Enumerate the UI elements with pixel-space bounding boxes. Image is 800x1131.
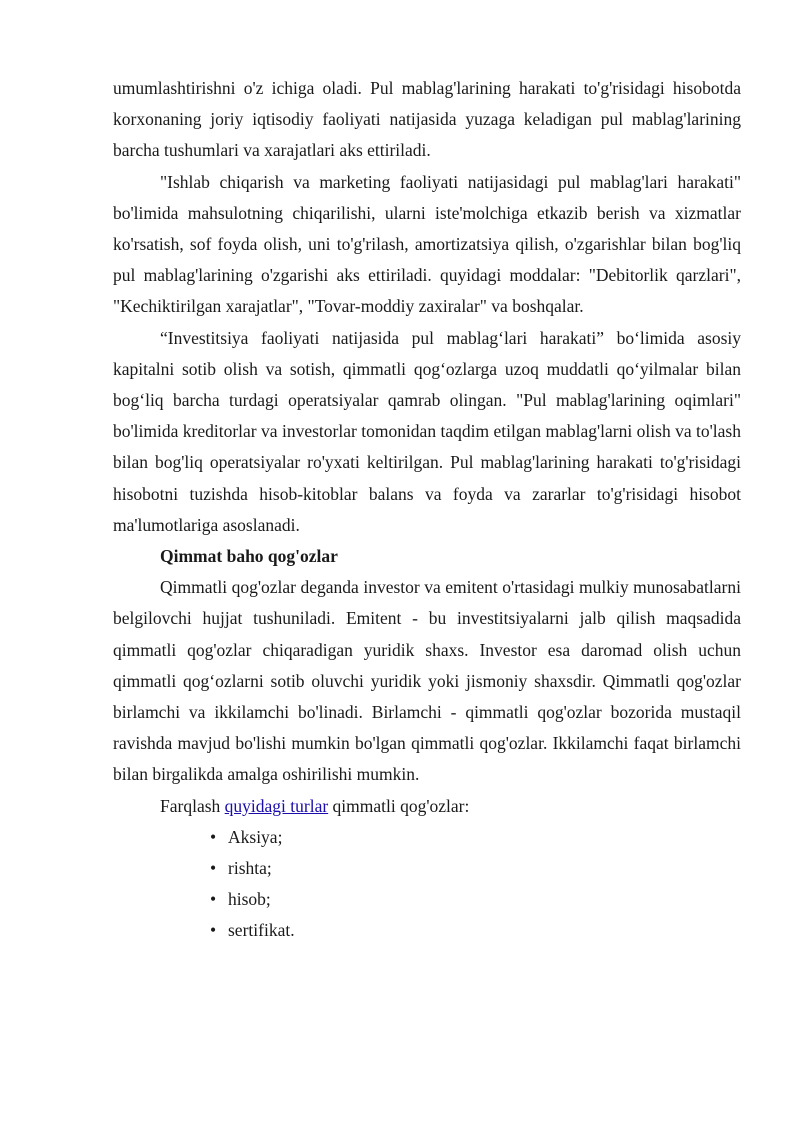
list-item-text: Aksiya; — [228, 826, 283, 847]
list-item-text: hisob; — [228, 889, 271, 910]
list-item-text: rishta; — [228, 858, 272, 879]
paragraph-intro: umumlashtirishni o'z ichiga oladi. Pul mablag'larining harakati to'g'risidagi hisobotda korxonaning joriy iqtisodiy faoliyati natijasida yuzaga keladigan pul mablag'larining barcha tushumlari va xarajatlari aks ettiriladi. — [113, 78, 741, 161]
list-item — [210, 884, 741, 915]
bullet-icon: • — [210, 858, 217, 879]
types-link[interactable]: quyidagi turlar — [224, 795, 329, 816]
paragraph-types-intro — [113, 791, 741, 822]
bullet-icon: • — [210, 920, 217, 941]
bullet-icon: • — [210, 889, 217, 910]
paragraph-investment: “Investitsiya faoliyati natijasida pul mablag‘lari harakati” bo‘limida asosiy kapitalni sotib olish va sotish, qimmatli qog‘ozlarga uzoq muddatli qo‘yilmalar bilan bog‘liq barcha turdagi operatsiyalar qamrab olingan. "Pul mablag'larining oqimlari" bo'limida kreditorlar va investorlar tomonidan taqdim etilgan mablag'larni olish va to'lash bilan bog'liq operatsiyalar ro'yxati keltirilgan. Pul mablag'larining harakati to'g'risidagi hisobotni tuzishda hisob-kitoblar balans va foyda va zararlar to'g'risidagi hisobot ma'lumotlariga asoslanadi. — [113, 327, 741, 535]
section-heading: Qimmat baho qog'ozlar — [160, 546, 338, 567]
paragraph-securities: Qimmatli qog'ozlar deganda investor va emitent o'rtasidagi mulkiy munosabatlarni belgilovchi hujjat tushuniladi. Emitent - bu investitsiyalarni jalb qilish maqsadida qimmatli qog'ozlar chiqaradigan yuridik shaxs. Investor esa daromad olish uchun qimmatli qog‘ozlarni sotib oluvchi yuridik yoki jismoniy shaxsdir. Qimmatli qog'ozlar birlamchi va ikkilamchi bo'linadi. Birlamchi - qimmatli qog'ozlar bozorida mustaqil ravishda mavjud bo'lishi mumkin bo'lgan qimmatli qog'ozlar. Ikkilamchi faqat birlamchi bilan birgalikda amalga oshirilishi mumkin. — [113, 577, 741, 785]
types-intro-tail: qimmatli qog'ozlar: — [328, 795, 470, 816]
paragraph-production-marketing: "Ishlab chiqarish va marketing faoliyati natijasidagi pul mablag'lari harakati" bo'limida mahsulotning chiqarilishi, ularni iste'molchiga etkazib berish va xizmatlar ko'rsatish, sof foyda olish, uni to'g'rilash, amortizatsiya qilish, o'zgarishlar bilan bog'liq pul mablag'larining o'zgarishi aks ettiriladi. quyidagi moddalar: "Debitorlik qarzlari", "Kechiktirilgan xarajatlar", "Tovar-moddiy zaxiralar" va boshqalar. — [113, 171, 741, 317]
types-intro-text: Farqlash — [160, 795, 225, 816]
list-item — [210, 822, 741, 853]
document-page — [113, 73, 741, 947]
securities-type-list — [113, 822, 741, 947]
bullet-icon: • — [210, 826, 217, 847]
list-item — [210, 853, 741, 884]
list-item-text: sertifikat. — [228, 920, 295, 941]
list-item — [210, 915, 741, 946]
